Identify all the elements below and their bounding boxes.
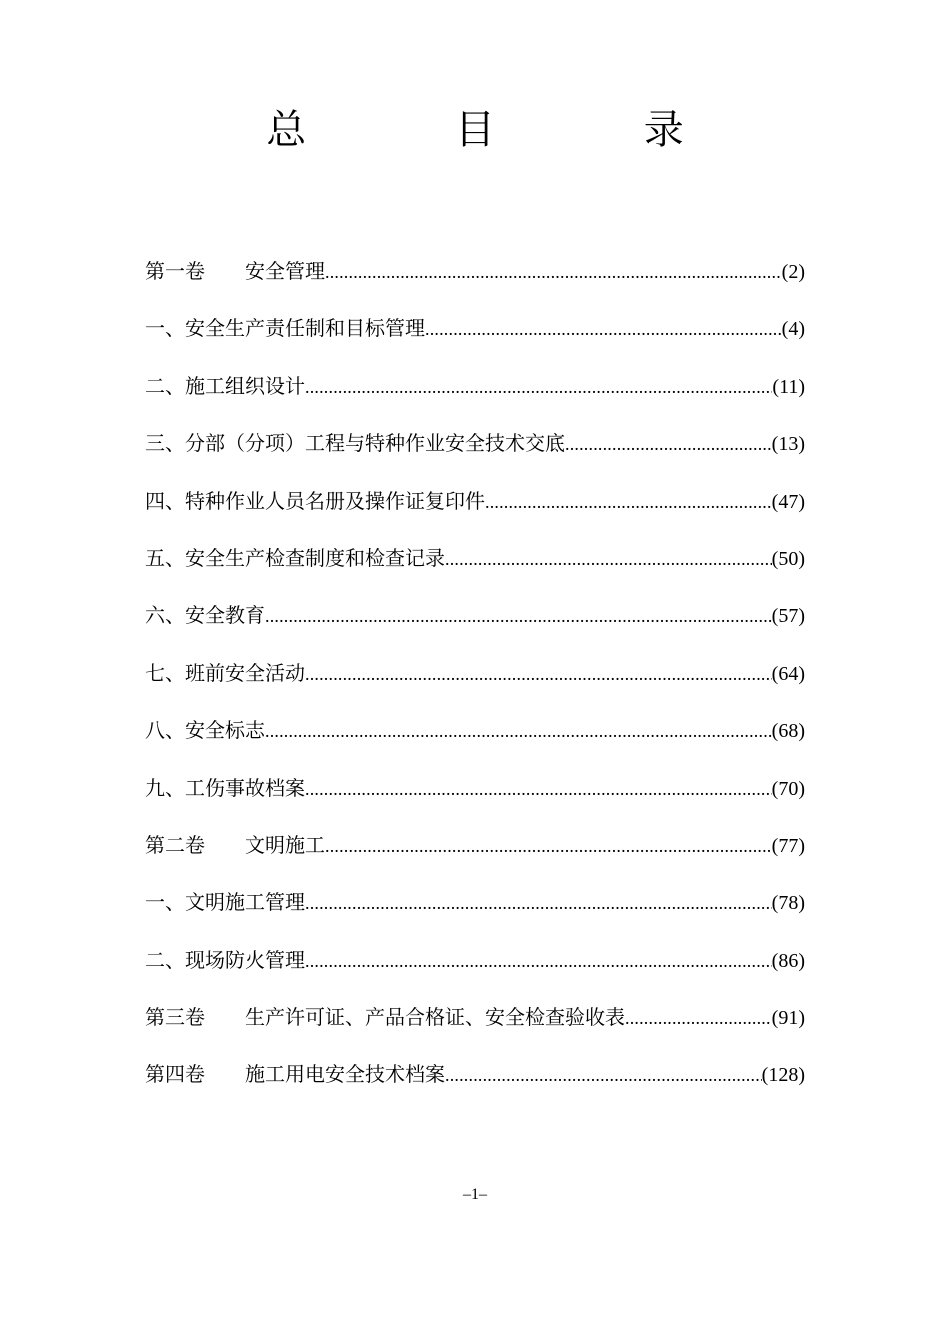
toc-row[interactable] [145, 543, 805, 600]
toc-page-number: (2) [781, 261, 805, 283]
toc-row[interactable] [145, 830, 805, 887]
toc-entry [145, 1002, 625, 1032]
toc-row[interactable] [145, 773, 805, 830]
toc-row[interactable] [145, 658, 805, 715]
toc-entry-label: 三、分部（分项）工程与特种作业安全技术交底 [145, 431, 565, 456]
toc-volume-label: 第一卷 [145, 259, 205, 283]
toc-page-number: (47) [771, 490, 805, 513]
toc-entry-label: 生产许可证、产品合格证、安全检查验收表 [245, 1005, 625, 1030]
toc-entry-label: 二、施工组织设计 [145, 373, 305, 398]
toc-entry-label: 文明施工 [245, 832, 325, 857]
toc-leader-dots [325, 257, 782, 287]
page-number-footer: –1– [463, 1186, 487, 1203]
toc-row[interactable] [145, 428, 805, 485]
toc-page-number: (77) [771, 834, 805, 857]
toc-leader-dots [305, 659, 772, 689]
toc-page-number: (50) [771, 547, 805, 570]
toc-leader-dots [325, 831, 772, 861]
toc-entry-label: 八、安全标志 [145, 718, 265, 743]
toc-entry-label: 七、班前安全活动 [145, 660, 305, 685]
toc-entry [145, 1059, 445, 1089]
toc-leader-dots [305, 372, 772, 402]
toc-entry-label: 安全管理 [245, 259, 325, 283]
toc-row[interactable] [145, 887, 805, 944]
toc-leader-dots [305, 774, 772, 804]
toc-page-number: (91) [771, 1007, 805, 1030]
toc-leader-dots [565, 429, 772, 459]
toc-leader-dots [305, 946, 772, 976]
page-title: 总 目 录 [266, 107, 752, 153]
toc-page-number: (68) [771, 720, 805, 743]
toc-entry-label: 一、安全生产责任制和目标管理 [145, 316, 425, 341]
table-of-contents [145, 256, 805, 1117]
toc-entry-label: 九、工伤事故档案 [145, 775, 305, 800]
toc-volume-label: 第三卷 [145, 1005, 205, 1030]
toc-entry-label: 四、特种作业人员名册及操作证复印件 [145, 488, 485, 513]
toc-page-number: (78) [771, 892, 805, 915]
toc-leader-dots [265, 601, 772, 631]
toc-row[interactable] [145, 486, 805, 543]
toc-row[interactable] [145, 313, 805, 370]
toc-page-number: (57) [771, 605, 805, 628]
toc-row[interactable] [145, 371, 805, 428]
toc-volume-label: 第四卷 [145, 1062, 205, 1087]
toc-entry-label: 二、现场防火管理 [145, 947, 305, 972]
toc-row[interactable] [145, 1002, 805, 1059]
toc-page-number: (11) [772, 375, 805, 398]
toc-entry-label: 一、文明施工管理 [145, 890, 305, 915]
toc-page-number: (128) [761, 1064, 805, 1087]
toc-leader-dots [265, 716, 772, 746]
toc-leader-dots [305, 888, 772, 918]
toc-entry-label: 五、安全生产检查制度和检查记录 [145, 545, 445, 570]
toc-row[interactable] [145, 256, 805, 313]
toc-leader-dots [485, 487, 772, 517]
toc-entry [145, 256, 325, 286]
toc-leader-dots [625, 1003, 772, 1033]
toc-leader-dots [445, 544, 772, 574]
toc-entry-label: 施工用电安全技术档案 [245, 1062, 445, 1087]
toc-page-number: (13) [771, 433, 805, 456]
toc-row[interactable] [145, 715, 805, 772]
toc-page-number: (86) [771, 949, 805, 972]
toc-entry [145, 830, 325, 860]
toc-row[interactable] [145, 945, 805, 1002]
toc-entry-label: 六、安全教育 [145, 603, 265, 628]
toc-row[interactable] [145, 600, 805, 657]
toc-leader-dots [425, 314, 782, 344]
toc-page-number: (64) [771, 662, 805, 685]
toc-volume-label: 第二卷 [145, 832, 205, 857]
toc-leader-dots [445, 1060, 762, 1090]
toc-page-number: (4) [781, 318, 805, 341]
toc-page-number: (70) [771, 777, 805, 800]
toc-row[interactable] [145, 1059, 805, 1116]
